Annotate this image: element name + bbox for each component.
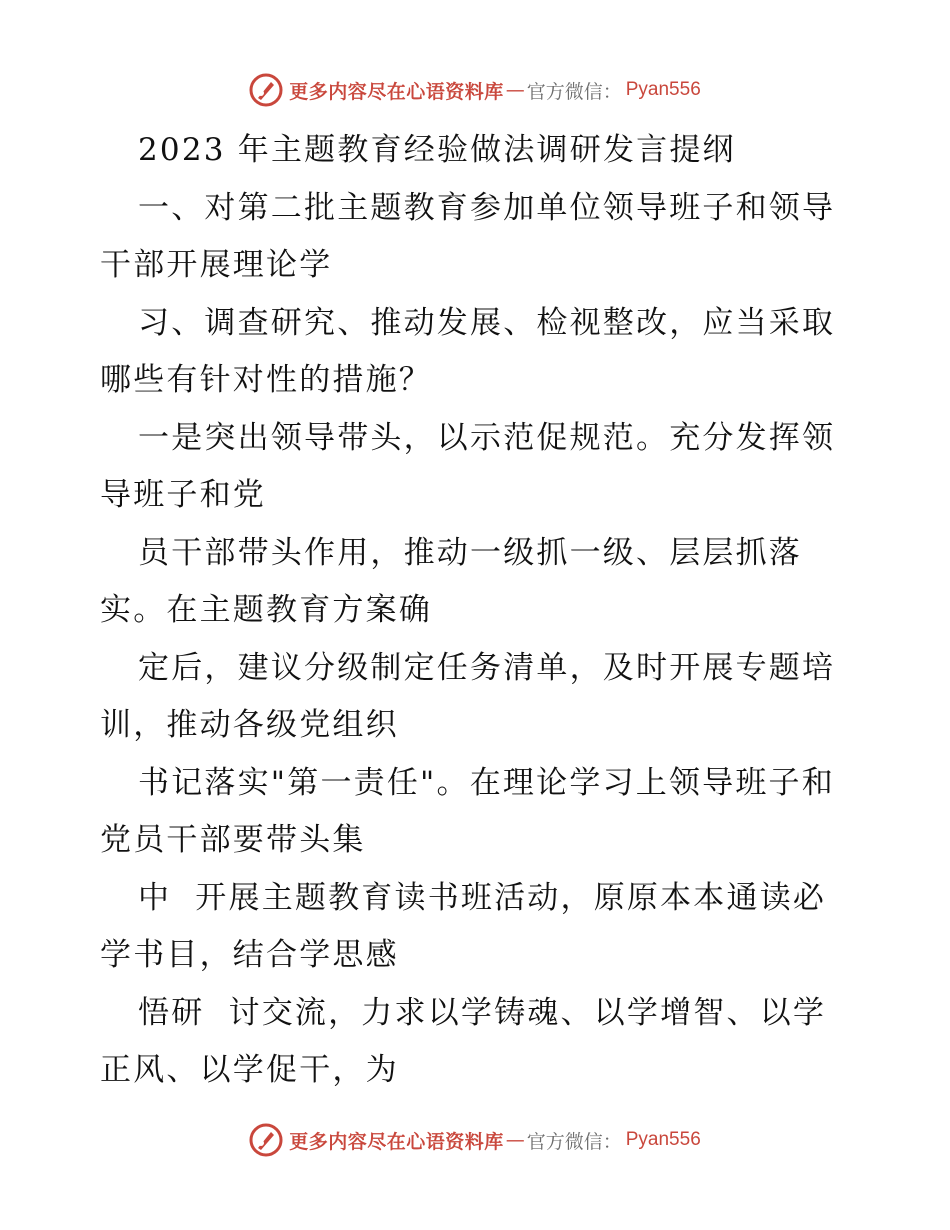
text-line: 习、调查研究、推动发展、检视整改，应当采取 [138, 304, 836, 341]
banner-wechat-id: Pyan556 [625, 1129, 701, 1150]
text-line: 定后，建议分级制定任务清单，及时开展专题培 [138, 649, 836, 686]
document-title: 2023 年主题教育经验做法调研发言提纲 [138, 132, 736, 168]
banner-subtitle: 官方微信： [526, 1130, 622, 1153]
quill-logo-icon [249, 73, 283, 107]
header-banner [0, 70, 950, 110]
text-line: 一是突出领导带头，以示范促规范。充分发挥领 [138, 419, 836, 456]
text-line: 训，推动各级党组织 [100, 707, 399, 743]
text-line: 悟研 讨交流，力求以学铸魂、以学增智、以学 [138, 994, 827, 1031]
text-line: 实。在主题教育方案确 [100, 592, 432, 628]
document-body [100, 122, 860, 1100]
text-line: 员干部带头作用，推动一级抓一级、层层抓落 [138, 534, 802, 571]
text-line: 一、对第二批主题教育参加单位领导班子和领导 [138, 189, 836, 226]
banner-subtitle: 官方微信： [526, 80, 622, 103]
quill-logo-icon [249, 1123, 283, 1157]
banner-wechat-id: Pyan556 [625, 79, 701, 100]
banner-brand-text: 更多内容尽在心语资料库 [289, 1130, 504, 1153]
text-line: 中 开展主题教育读书班活动，原原本本通读必 [138, 879, 827, 916]
banner-dash: — [505, 1129, 525, 1151]
footer-banner [0, 1120, 950, 1160]
text-line: 书记落实"第一责任"。在理论学习上领导班子和 [138, 764, 835, 801]
text-line: 导班子和党 [100, 477, 266, 513]
text-line: 党员干部要带头集 [100, 822, 366, 858]
banner-brand-text: 更多内容尽在心语资料库 [289, 80, 504, 103]
text-line: 学书目，结合学思感 [100, 937, 399, 973]
text-line: 哪些有针对性的措施？ [100, 362, 432, 398]
text-line: 正风、以学促干，为 [100, 1052, 399, 1088]
banner-dash: — [505, 79, 525, 101]
text-line: 干部开展理论学 [100, 247, 333, 283]
